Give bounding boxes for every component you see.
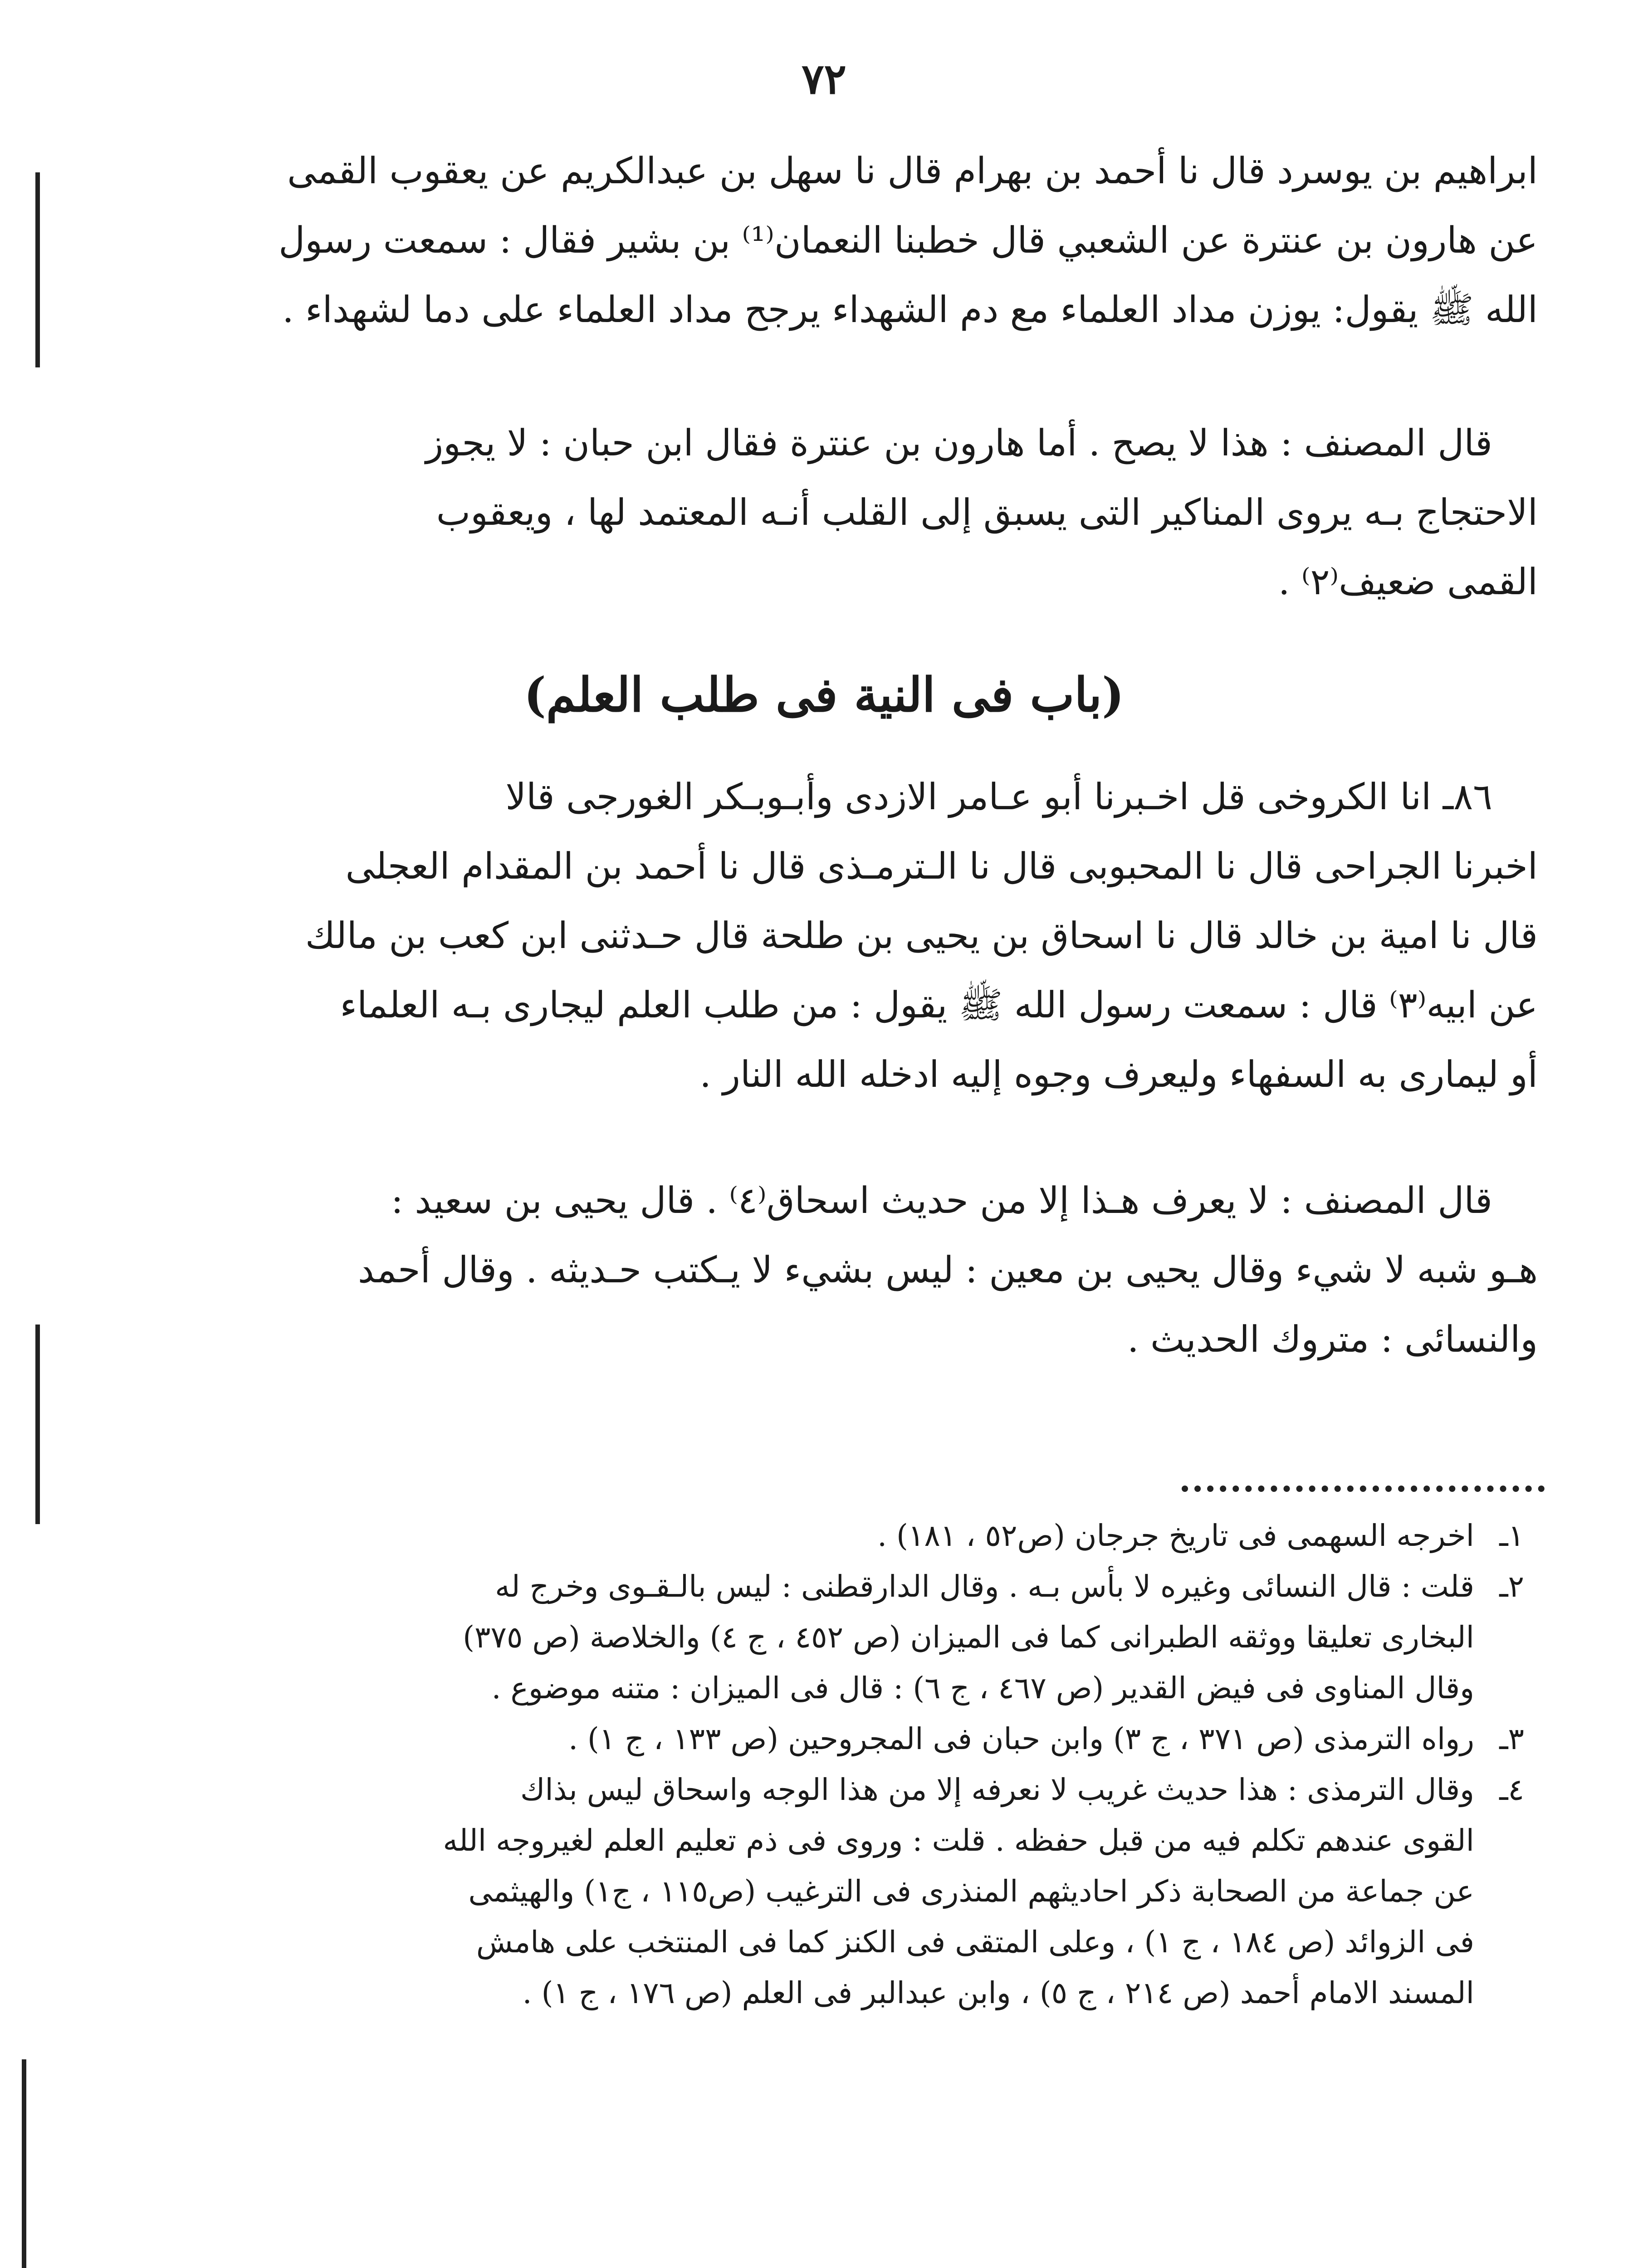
footnote-line: وقال المناوى فى فيض القدير (ص ٤٦٧ ، ج ٦) : قال فى الميزان : متنه موضوع . <box>491 1671 1474 1706</box>
footnote-line: وقال الترمذى : هذا حديث غريب لا نعرفه إلا من هذا الوجه واسحاق ليس بذاك <box>520 1772 1474 1807</box>
text-line: أو ليمارى به السفهاء وليعرف وجوه إليه ادخله الله النار . <box>699 1053 1538 1095</box>
footnote <box>172 1561 1524 1714</box>
footnote-line: عن جماعة من الصحابة ذكر احاديثهم المنذرى فى الترغيب (ص١١٥ ، ج١) والهيثمى <box>468 1874 1474 1909</box>
footnote-number: ١ـ <box>1499 1518 1524 1553</box>
text-line: الله ﷺ يقول: يوزن مداد العلماء مع دم الشهداء يرجح مداد العلماء على دما لشهداء . <box>282 288 1538 331</box>
text-line: والنسائى : متروك الحديث . <box>1127 1318 1538 1360</box>
footnote <box>172 1765 1524 2019</box>
section-heading: (باب فى النية فى طلب العلم) <box>523 667 1125 723</box>
footnotes-list <box>172 1510 1524 2019</box>
margin-mark <box>35 172 40 367</box>
body-paragraph <box>150 1166 1538 1374</box>
footnote-separator <box>1182 1486 1545 1492</box>
text-line: ٨٦ـ انا الكروخى قل اخـبرنا أبو عـامر الازدى وأبـوبـكر الغورجى قالا <box>505 776 1492 818</box>
footnote-line: البخارى تعليقا ووثقه الطبرانى كما فى الميزان (ص ٤٥٢ ، ج ٤) والخلاصة (ص ٣٧٥) <box>463 1620 1474 1655</box>
text-line: القمى ضعيف⁽٢⁾ . <box>1278 561 1538 603</box>
footnote <box>172 1510 1524 1561</box>
footnote-line: المسند الامام أحمد (ص ٢١٤ ، ج ٥) ، وابن عبدالبر فى العلم (ص ١٧٦ ، ج ١) . <box>522 1975 1474 2010</box>
text-line: الاحتجاج بـه يروى المناكير التى يسبق إلى القلب أنـه المعتمد لها ، ويعقوب <box>436 491 1538 533</box>
text-line: هـو شبه لا شيء وقال يحيى بن معين : ليس بشيء لا يـكتب حـديثه . وقال أحمد <box>357 1249 1538 1291</box>
footnote-line: القوى عندهم تكلم فيه من قبل حفظه . قلت : وروى فى ذم تعليم العلم لغيروجه الله <box>443 1823 1474 1858</box>
margin-mark <box>22 2059 26 2268</box>
body-paragraph <box>150 136 1538 344</box>
page-number: ٧٢ <box>802 54 846 103</box>
footnote-number: ٣ـ <box>1499 1721 1524 1756</box>
text-line: عن ابيه⁽٣⁾ قال : سمعت رسول الله ﷺ يقول : من طلب العلم ليجارى بـه العلماء <box>340 984 1538 1026</box>
text-line: قال المصنف : لا يعرف هـذا إلا من حديث اسحاق⁽٤⁾ . قال يحيى بن سعيد : <box>391 1179 1492 1222</box>
footnote <box>172 1714 1524 1765</box>
text-line: ابراهيم بن يوسرد قال نا أحمد بن بهرام قال نا سهل بن عبدالكريم عن يعقوب القمى <box>287 150 1538 192</box>
footnote-line: فى الزوائد (ص ١٨٤ ، ج ١) ، وعلى المتقى فى الكنز كما فى المنتخب على هامش <box>476 1925 1474 1960</box>
body-paragraph <box>150 762 1538 1109</box>
footnote-line: قلت : قال النسائى وغيره لا بأس بـه . وقال الدارقطنى : ليس بالـقـوى وخرج له <box>495 1569 1474 1604</box>
margin-mark <box>35 1325 40 1524</box>
footnote-line: اخرجه السهمى فى تاريخ جرجان (ص٥٢ ، ١٨١) . <box>877 1518 1474 1553</box>
text-line: قال نا امية بن خالد قال نا اسحاق بن يحيى بن طلحة قال حـدثنى ابن كعب بن مالك <box>305 914 1538 957</box>
footnote-number: ٤ـ <box>1499 1772 1524 1807</box>
text-line: قال المصنف : هذا لا يصح . أما هارون بن عنترة فقال ابن حبان : لا يجوز <box>425 422 1492 464</box>
footnote-line: رواه الترمذى (ص ٣٧١ ، ج ٣) وابن حبان فى المجروحين (ص ١٣٣ ، ج ١) . <box>568 1721 1474 1756</box>
footnote-number: ٢ـ <box>1499 1569 1524 1604</box>
body-paragraph <box>150 408 1538 616</box>
text-line: اخبرنا الجراحى قال نا المحبوبى قال نا الـترمـذى قال نا أحمد بن المقدام العجلى <box>345 845 1538 887</box>
text-line: عن هارون بن عنترة عن الشعبي قال خطبنا النعمان⁽¹⁾ بن بشير فقال : سمعت رسول <box>279 219 1538 261</box>
